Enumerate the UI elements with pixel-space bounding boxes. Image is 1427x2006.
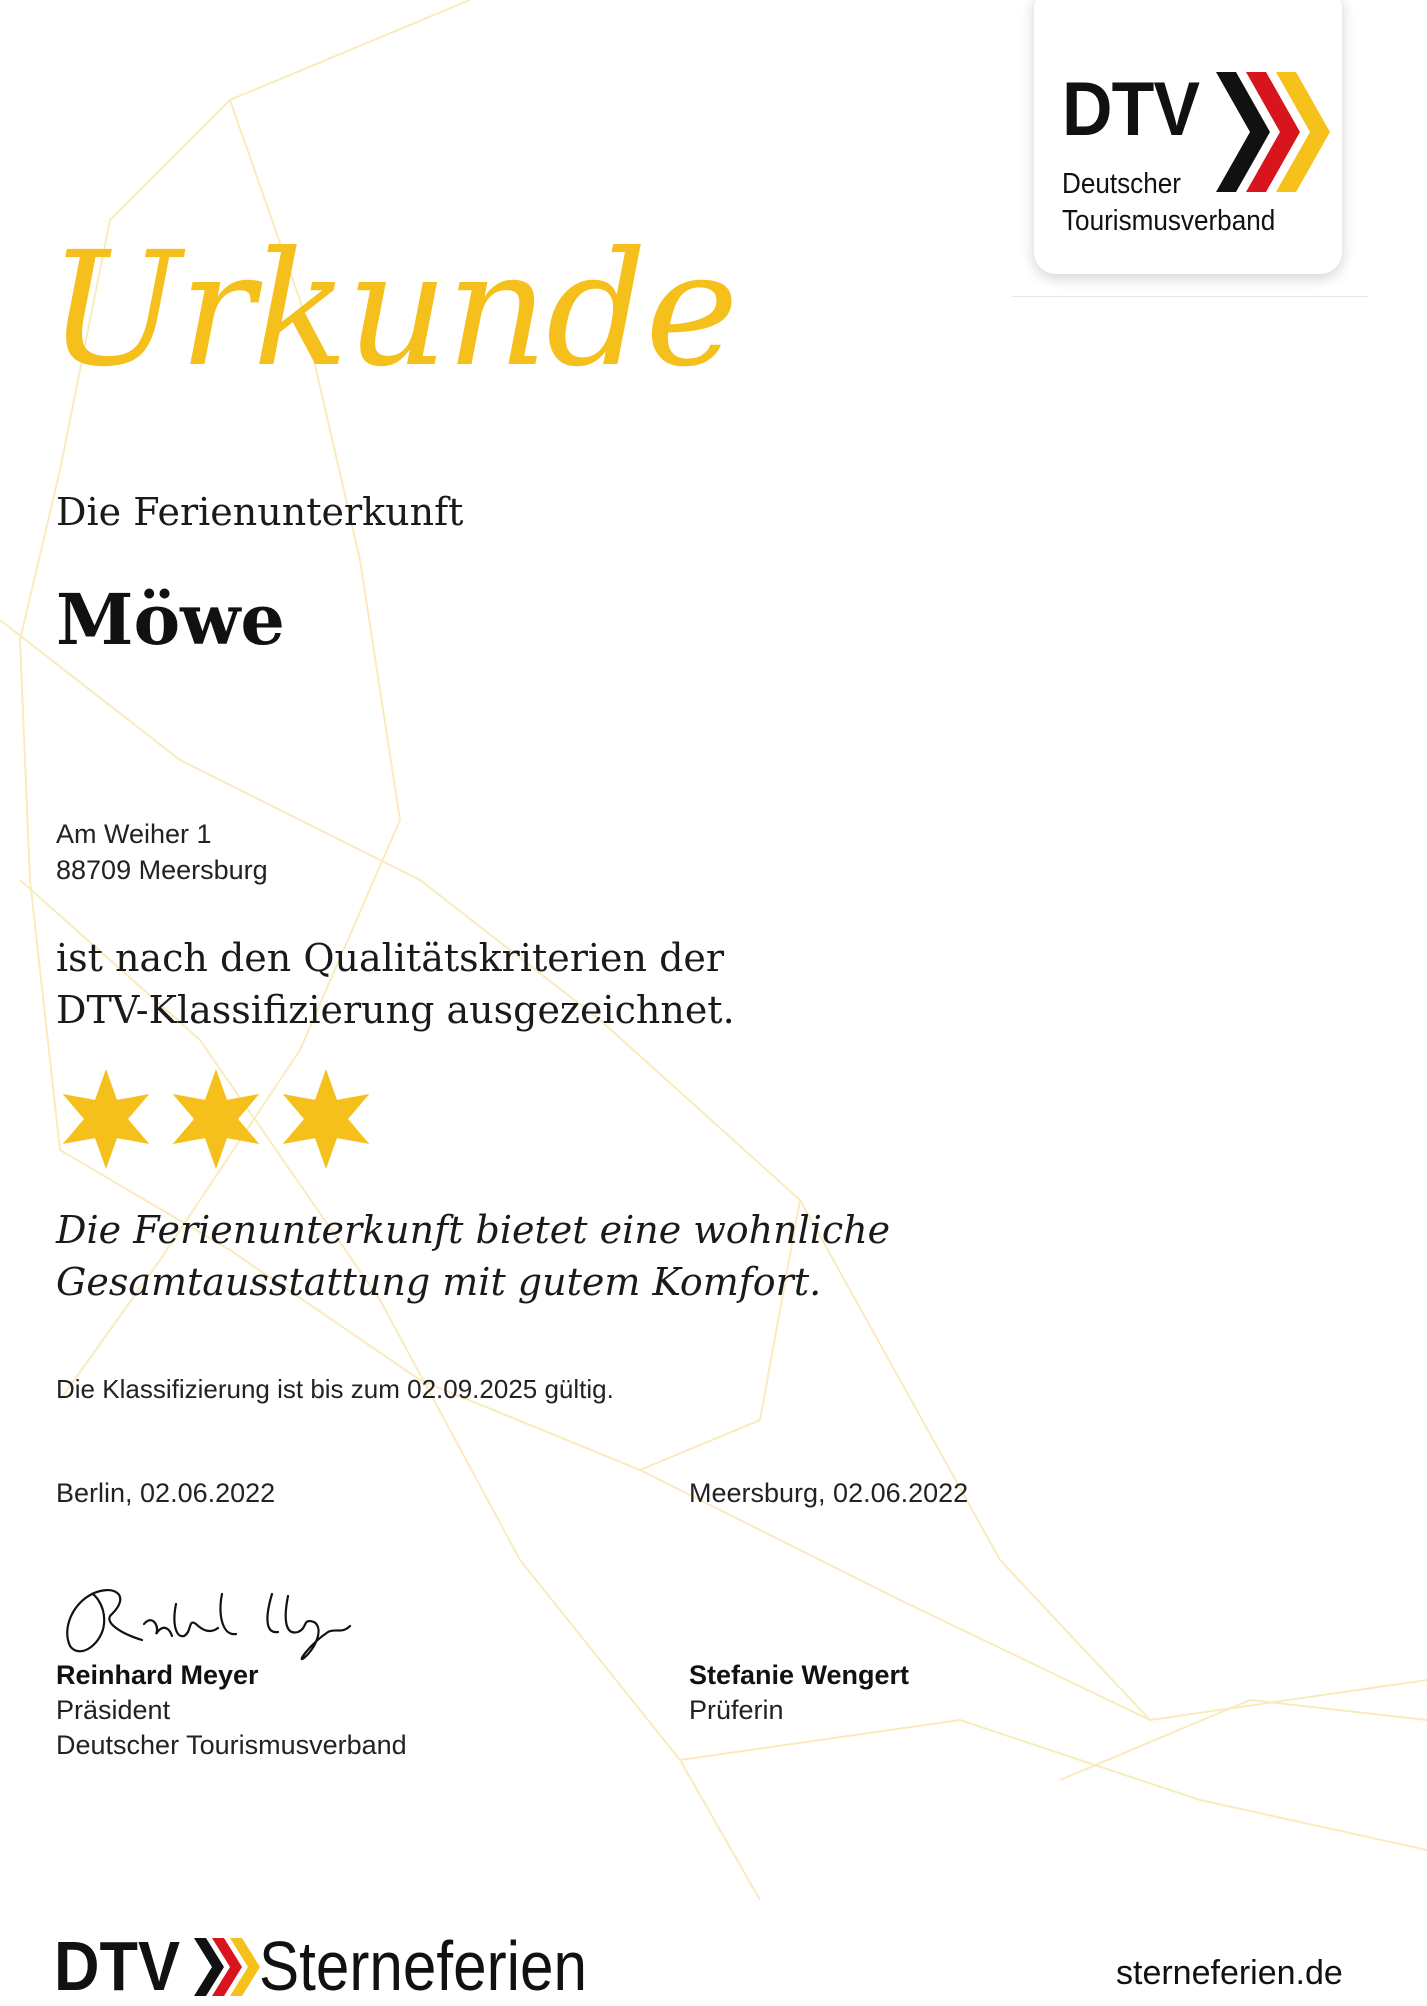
address-city: 88709 Meersburg bbox=[56, 855, 268, 885]
statement-line1: ist nach den Qualitätskriterien der bbox=[56, 936, 725, 980]
footer-abbr: DTV bbox=[54, 1927, 180, 2005]
validity-notice: Die Klassifizierung ist bis zum 02.09.2025 gültig. bbox=[56, 1374, 614, 1404]
description-line1: Die Ferienunterkunft bietet eine wohnliche bbox=[56, 1208, 891, 1252]
classification-description bbox=[56, 1204, 1056, 1308]
signatory-right bbox=[689, 1658, 909, 1728]
star-icon bbox=[283, 1069, 370, 1169]
certificate-subtitle: Die Ferienunterkunft bbox=[56, 490, 464, 534]
logo-abbr: DTV bbox=[1062, 67, 1200, 152]
logo-line1: Deutscher bbox=[1062, 168, 1181, 200]
property-name: Möwe bbox=[56, 578, 285, 661]
header-divider bbox=[1012, 296, 1368, 297]
signatory-right-name: Stefanie Wengert bbox=[689, 1660, 910, 1690]
property-address bbox=[56, 816, 268, 888]
footer-url[interactable]: sterneferien.de bbox=[1116, 1954, 1343, 1992]
footer-brand: Sterneferien bbox=[259, 1927, 587, 2005]
place-date-right: Meersburg, 02.06.2022 bbox=[689, 1478, 969, 1508]
signatory-left bbox=[56, 1658, 407, 1763]
signatory-right-role: Prüferin bbox=[689, 1695, 784, 1725]
star-rating bbox=[56, 1064, 386, 1174]
logo-line2: Tourismusverband bbox=[1062, 205, 1276, 237]
classification-statement bbox=[56, 932, 956, 1036]
signature-image bbox=[52, 1574, 392, 1664]
address-street: Am Weiher 1 bbox=[56, 819, 212, 849]
signatory-left-name: Reinhard Meyer bbox=[56, 1660, 259, 1690]
signatory-left-role: Präsident bbox=[56, 1695, 171, 1725]
place-date-left: Berlin, 02.06.2022 bbox=[56, 1478, 276, 1508]
star-icon bbox=[173, 1069, 260, 1169]
signatory-left-organization: Deutscher Tourismusverband bbox=[56, 1730, 407, 1760]
statement-line2: DTV-Klassifizierung ausgezeichnet. bbox=[56, 988, 735, 1032]
description-line2: Gesamtausstattung mit gutem Komfort. bbox=[56, 1260, 822, 1304]
logo-organization-name bbox=[1062, 166, 1275, 240]
footer-logo bbox=[54, 1926, 614, 2006]
dtv-logo-card bbox=[1034, 0, 1342, 274]
star-icon bbox=[63, 1069, 150, 1169]
certificate-title: Urkunde bbox=[48, 218, 737, 402]
